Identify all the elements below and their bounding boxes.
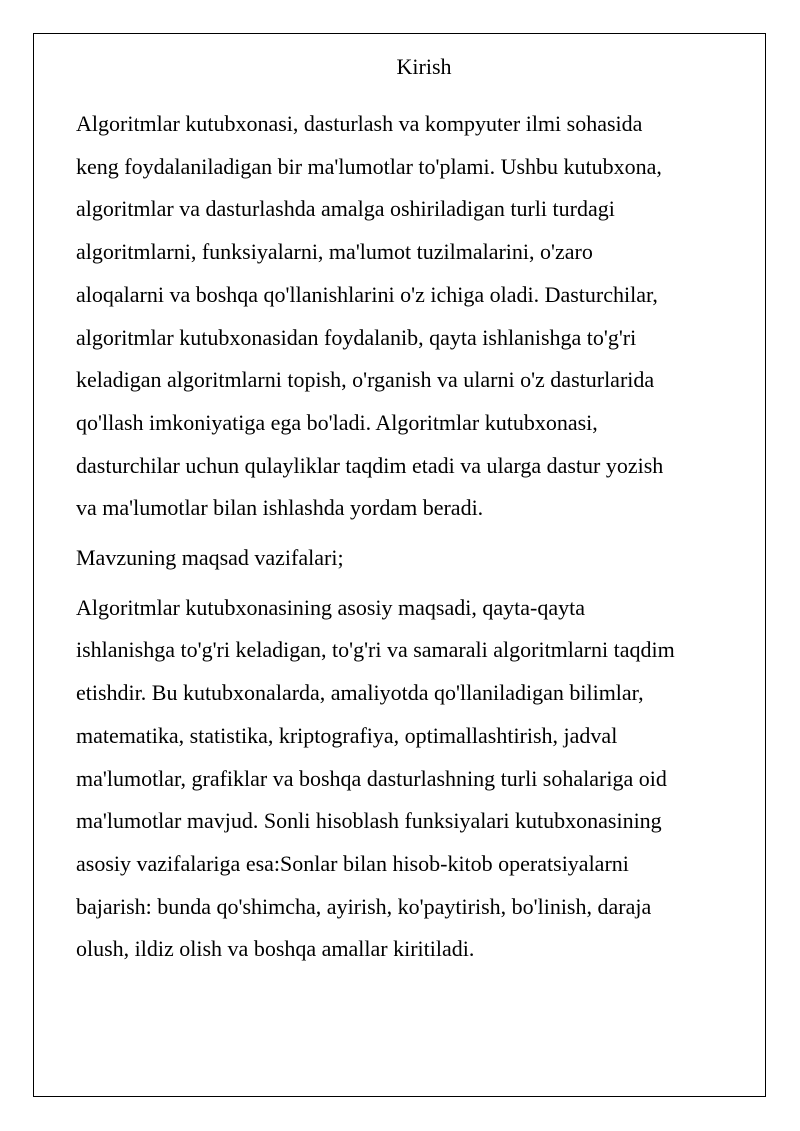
page-title: Kirish [396, 54, 452, 79]
section-heading: Mavzuning maqsad vazifalari; [76, 545, 344, 571]
document-body [76, 103, 756, 971]
intro-paragraph: Algoritmlar kutubxonasi, dasturlash va kompyuter ilmi sohasida keng foydalaniladigan bir ma'lumotlar to'plami. Ushbu kutubxona, algoritmlar va dasturlashda amalga oshiriladigan turli turdagi algoritmlarni, funksiyalarni, ma'lumot tuzilmalarini, o'zaro aloqalarni va boshqa qo'llanishlarini o'z ichiga oladi. Dasturchilar, algoritmlar kutubxonasidan foydalanib, qayta ishlanishga to'g'ri keladigan algoritmlarni topish, o'rganish va ularni o'z dasturlarida qo'llash imkoniyatiga ega bo'ladi. Algoritmlar kutubxonasi, dasturchilar uchun qulayliklar taqdim etadi va ularga dastur yozish va ma'lumotlar bilan ishlashda yordam beradi. [76, 111, 664, 521]
goals-paragraph: Algoritmlar kutubxonasining asosiy maqsadi, qayta-qayta ishlanishga to'g'ri keladigan, to'g'ri va samarali algoritmlarni taqdim etishdir. Bu kutubxonalarda, amaliyotda qo'llaniladigan bilimlar, matematika, statistika, kriptografiya, optimallashtirish, jadval ma'lumotlar, grafiklar va boshqa dasturlashning turli sohalariga oid ma'lumotlar mavjud. Sonli hisoblash funksiyalari kutubxonasining asosiy vazifalariga esa:Sonlar bilan hisob-kitob operatsiyalarni bajarish: bunda qo'shimcha, ayirish, ko'paytirish, bo'linish, daraja olush, ildiz olish va boshqa amallar kiritiladi. [76, 594, 675, 962]
